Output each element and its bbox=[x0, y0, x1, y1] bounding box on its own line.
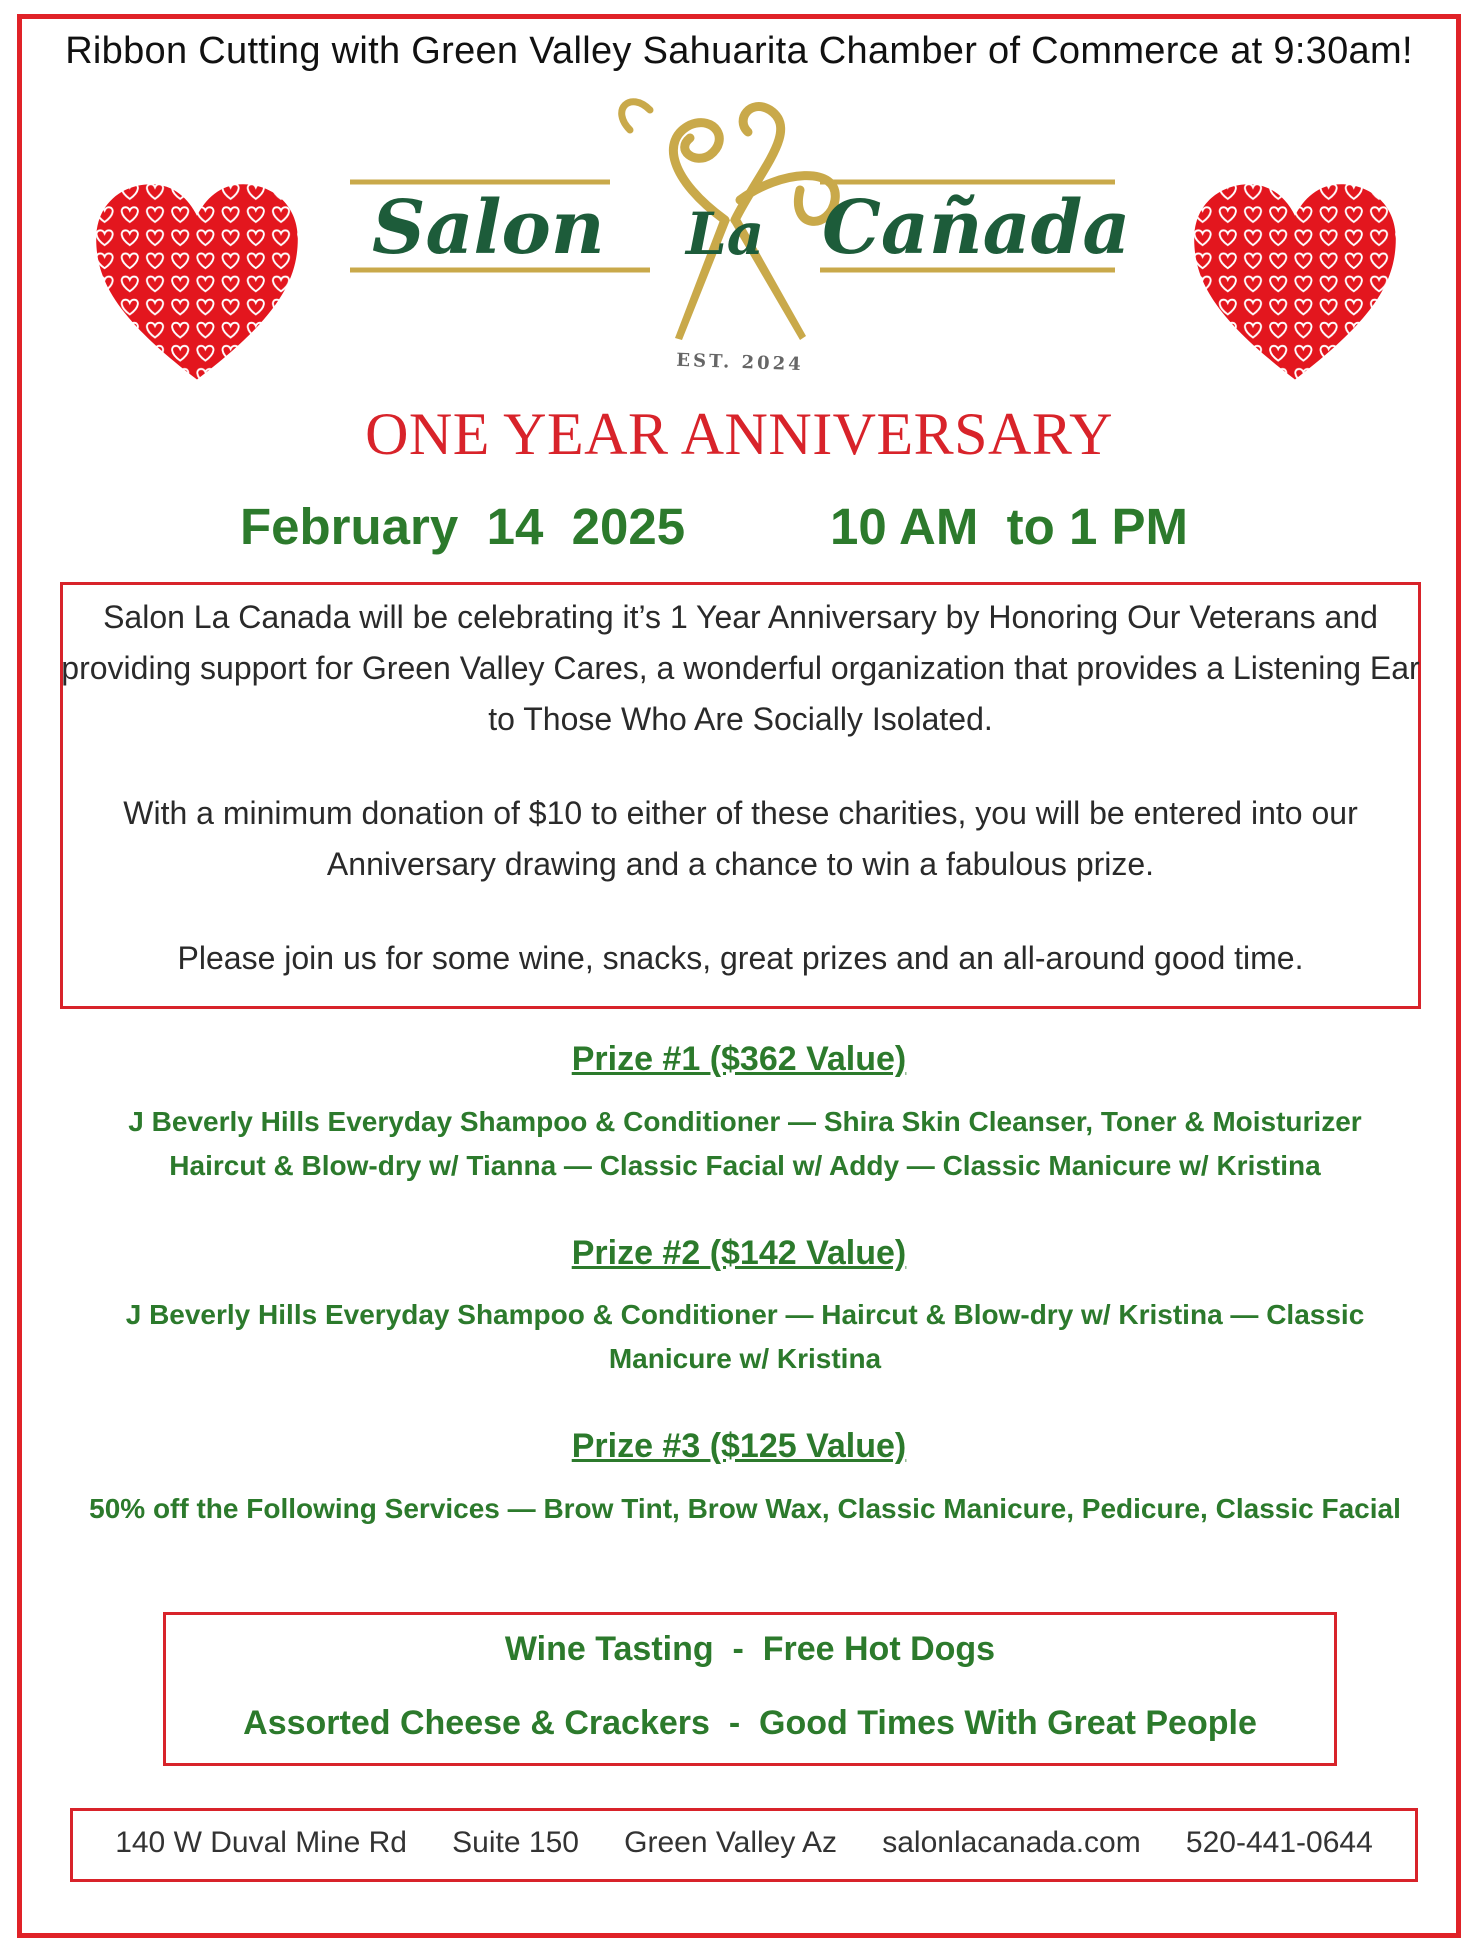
prize-2-title: Prize #2 ($142 Value) bbox=[571, 1234, 907, 1272]
prize-1-title: Prize #1 ($362 Value) bbox=[571, 1040, 907, 1078]
footer-phone[interactable]: 520-441-0644 bbox=[1185, 1826, 1373, 1859]
logo-word-la: La bbox=[686, 200, 765, 268]
logo-word-canada: Cañada bbox=[822, 185, 1131, 271]
info-paragraph-donation: With a minimum donation of $10 to either of these charities, you will be entered into our Anniversary drawing and a chance to win a fabulous prize. bbox=[123, 795, 1358, 882]
heart-left-icon bbox=[92, 180, 302, 390]
info-paragraph-invitation: Please join us for some wine, snacks, great prizes and an all-around good time. bbox=[177, 940, 1304, 976]
logo-word-salon: Salon bbox=[372, 185, 605, 271]
heart-right-icon bbox=[1190, 180, 1400, 390]
logo-established: EST. 2024 bbox=[675, 349, 805, 376]
event-time: 10 AM to 1 PM bbox=[830, 498, 1188, 555]
extras-line-2: Assorted Cheese & Crackers - Good Times With Great People bbox=[243, 1704, 1257, 1742]
ribbon-cutting-banner: Ribbon Cutting with Green Valley Sahuarita Chamber of Commerce at 9:30am! bbox=[65, 30, 1413, 72]
info-paragraph-celebration: Salon La Canada will be celebrating it’s 1 Year Anniversary by Honoring Our Veterans and providing support for Green Valley Cares, a wonderful organization that provides a Listening Ear to Those Who Are Socially Isolated. bbox=[61, 599, 1420, 737]
prize-1-description: J Beverly Hills Everyday Shampoo & Conditioner — Shira Skin Cleanser, Toner & Moisturizer Haircut & Blow-dry w/ Tianna — Classic Facial w/ Addy — Classic Manicure w/ Kristina bbox=[128, 1106, 1362, 1181]
footer-suite: Suite 150 bbox=[452, 1826, 579, 1859]
footer-contact bbox=[70, 1826, 1418, 1860]
page-title: ONE YEAR ANNIVERSARY bbox=[365, 401, 1113, 467]
prize-3-description: 50% off the Following Services — Brow Tint, Brow Wax, Classic Manicure, Pedicure, Classic Facial bbox=[89, 1493, 1401, 1524]
extras-line-1: Wine Tasting - Free Hot Dogs bbox=[504, 1630, 996, 1668]
footer-address: 140 W Duval Mine Rd bbox=[115, 1826, 407, 1859]
event-date: February 14 2025 bbox=[240, 498, 686, 555]
footer-city: Green Valley Az bbox=[624, 1826, 838, 1859]
footer-website[interactable]: salonlacanada.com bbox=[882, 1826, 1141, 1859]
prize-3-title: Prize #3 ($125 Value) bbox=[571, 1427, 907, 1465]
prize-2-description: J Beverly Hills Everyday Shampoo & Conditioner — Haircut & Blow-dry w/ Kristina — Classic Manicure w/ Kristina bbox=[125, 1299, 1365, 1374]
